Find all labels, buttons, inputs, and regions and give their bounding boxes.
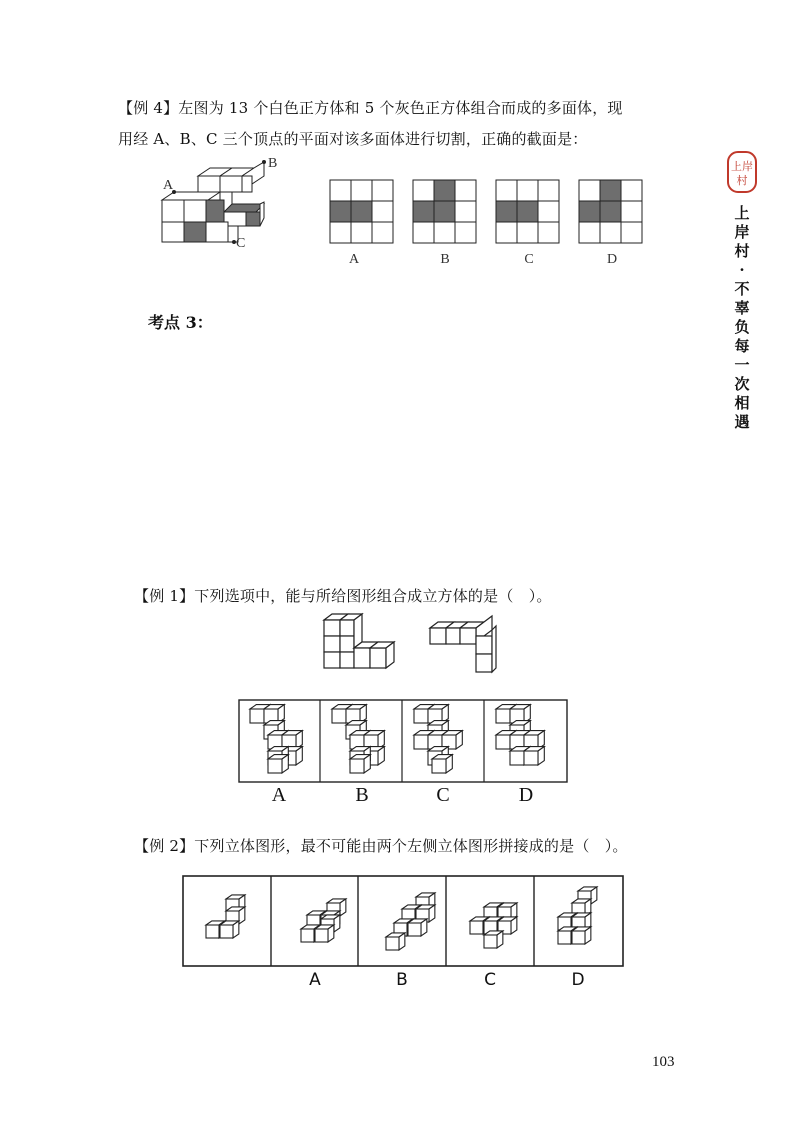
- ex4-option-label-d: D: [606, 252, 618, 267]
- page-number: 103: [652, 1054, 675, 1070]
- cube: [432, 755, 452, 773]
- cube: [268, 755, 288, 773]
- kaodian3-heading: 考点 3：: [148, 313, 213, 332]
- section-option-grids: [320, 178, 660, 248]
- cube: [484, 931, 503, 948]
- vertex-label-a: A: [163, 178, 174, 193]
- grid-cell: [496, 201, 517, 222]
- grid-cell: [413, 180, 434, 201]
- ex1-option-label-a: A: [271, 784, 287, 806]
- brand-slogan-vertical: [730, 204, 754, 432]
- section-grid-b: [413, 180, 476, 243]
- ex4-option-label-a: A: [348, 252, 360, 267]
- cube: [408, 919, 427, 936]
- brand-seal-logo: [726, 150, 758, 194]
- example2-option-frame: [182, 875, 624, 967]
- example1-given-figures: [318, 612, 508, 684]
- grid-cell: [600, 201, 621, 222]
- grid-cell: [434, 222, 455, 243]
- grid-cell: [351, 180, 372, 201]
- grid-cell: [496, 180, 517, 201]
- grid-cell: [517, 201, 538, 222]
- grid-cell: [455, 222, 476, 243]
- polyhedron-figure: [160, 156, 285, 256]
- cube: [524, 747, 544, 765]
- ex1-option-label-b: B: [355, 784, 369, 806]
- grid-cell: [351, 201, 372, 222]
- cube: [315, 925, 334, 942]
- section-grid-c: [496, 180, 559, 243]
- slogan-char: 上: [734, 204, 750, 222]
- grid-cell: [600, 222, 621, 243]
- grid-cell: [579, 222, 600, 243]
- example1-option-frame: [238, 699, 568, 783]
- svg-text:上岸: 上岸: [731, 160, 753, 173]
- ex4-option-label-b: B: [440, 252, 450, 267]
- grid-cell: [434, 201, 455, 222]
- cube: [386, 933, 405, 950]
- grid-cell: [621, 222, 642, 243]
- grid-cell: [413, 222, 434, 243]
- ex2-option-label-c: C: [484, 970, 496, 990]
- grid-cell: [413, 201, 434, 222]
- slogan-char: 村: [734, 242, 750, 260]
- vertex-label-b: B: [268, 156, 278, 171]
- grid-cell: [351, 222, 372, 243]
- slogan-char: 每: [734, 337, 750, 355]
- grid-cell: [372, 222, 393, 243]
- example4-line2: 用经 A、B、C 三个顶点的平面对该多面体进行切割，正确的截面是：: [118, 130, 588, 148]
- ex1-option-label-c: C: [436, 784, 450, 806]
- ex2-option-label-a: A: [309, 970, 321, 990]
- grid-cell: [330, 180, 351, 201]
- slogan-char: 负: [734, 318, 750, 336]
- grid-cell: [330, 201, 351, 222]
- grid-cell: [434, 180, 455, 201]
- slogan-char: 不: [734, 280, 750, 298]
- grid-cell: [372, 180, 393, 201]
- ex2-option-label-d: D: [571, 970, 585, 990]
- grid-cell: [517, 222, 538, 243]
- cube: [220, 921, 239, 938]
- example2-text: 【例 2】下列立体图形，最不可能由两个左侧立体图形拼接成的是（ ）。: [134, 837, 628, 855]
- grid-cell: [600, 180, 621, 201]
- ex4-option-label-c: C: [524, 252, 534, 267]
- section-grid-d: [579, 180, 642, 243]
- cube: [572, 927, 591, 944]
- slogan-char: 一: [734, 356, 750, 374]
- grid-cell: [455, 201, 476, 222]
- grid-cell: [372, 201, 393, 222]
- slogan-char: 相: [734, 394, 750, 412]
- grid-cell: [496, 222, 517, 243]
- grid-cell: [621, 201, 642, 222]
- grid-cell: [517, 180, 538, 201]
- grid-cell: [621, 180, 642, 201]
- slogan-char: 遇: [734, 413, 750, 431]
- grid-cell: [455, 180, 476, 201]
- ex2-option-label-b: B: [396, 970, 408, 990]
- cube: [350, 755, 370, 773]
- grid-cell: [330, 222, 351, 243]
- grid-cell: [538, 201, 559, 222]
- example4-line1: 【例 4】左图为 13 个白色正方体和 5 个灰色正方体组合而成的多面体，现: [118, 99, 623, 117]
- grid-cell: [538, 222, 559, 243]
- vertex-label-c: C: [236, 236, 246, 251]
- slogan-char: ·: [739, 261, 745, 279]
- slogan-char: 辜: [734, 299, 750, 317]
- grid-cell: [579, 180, 600, 201]
- section-grid-a: [330, 180, 393, 243]
- slogan-char: 次: [734, 375, 750, 393]
- grid-cell: [579, 201, 600, 222]
- ex1-option-label-d: D: [518, 784, 534, 806]
- grid-cell: [538, 180, 559, 201]
- example1-text: 【例 1】下列选项中，能与所给图形组合成立方体的是（ ）。: [134, 587, 552, 605]
- svg-text:村: 村: [736, 174, 748, 187]
- slogan-char: 岸: [734, 223, 750, 241]
